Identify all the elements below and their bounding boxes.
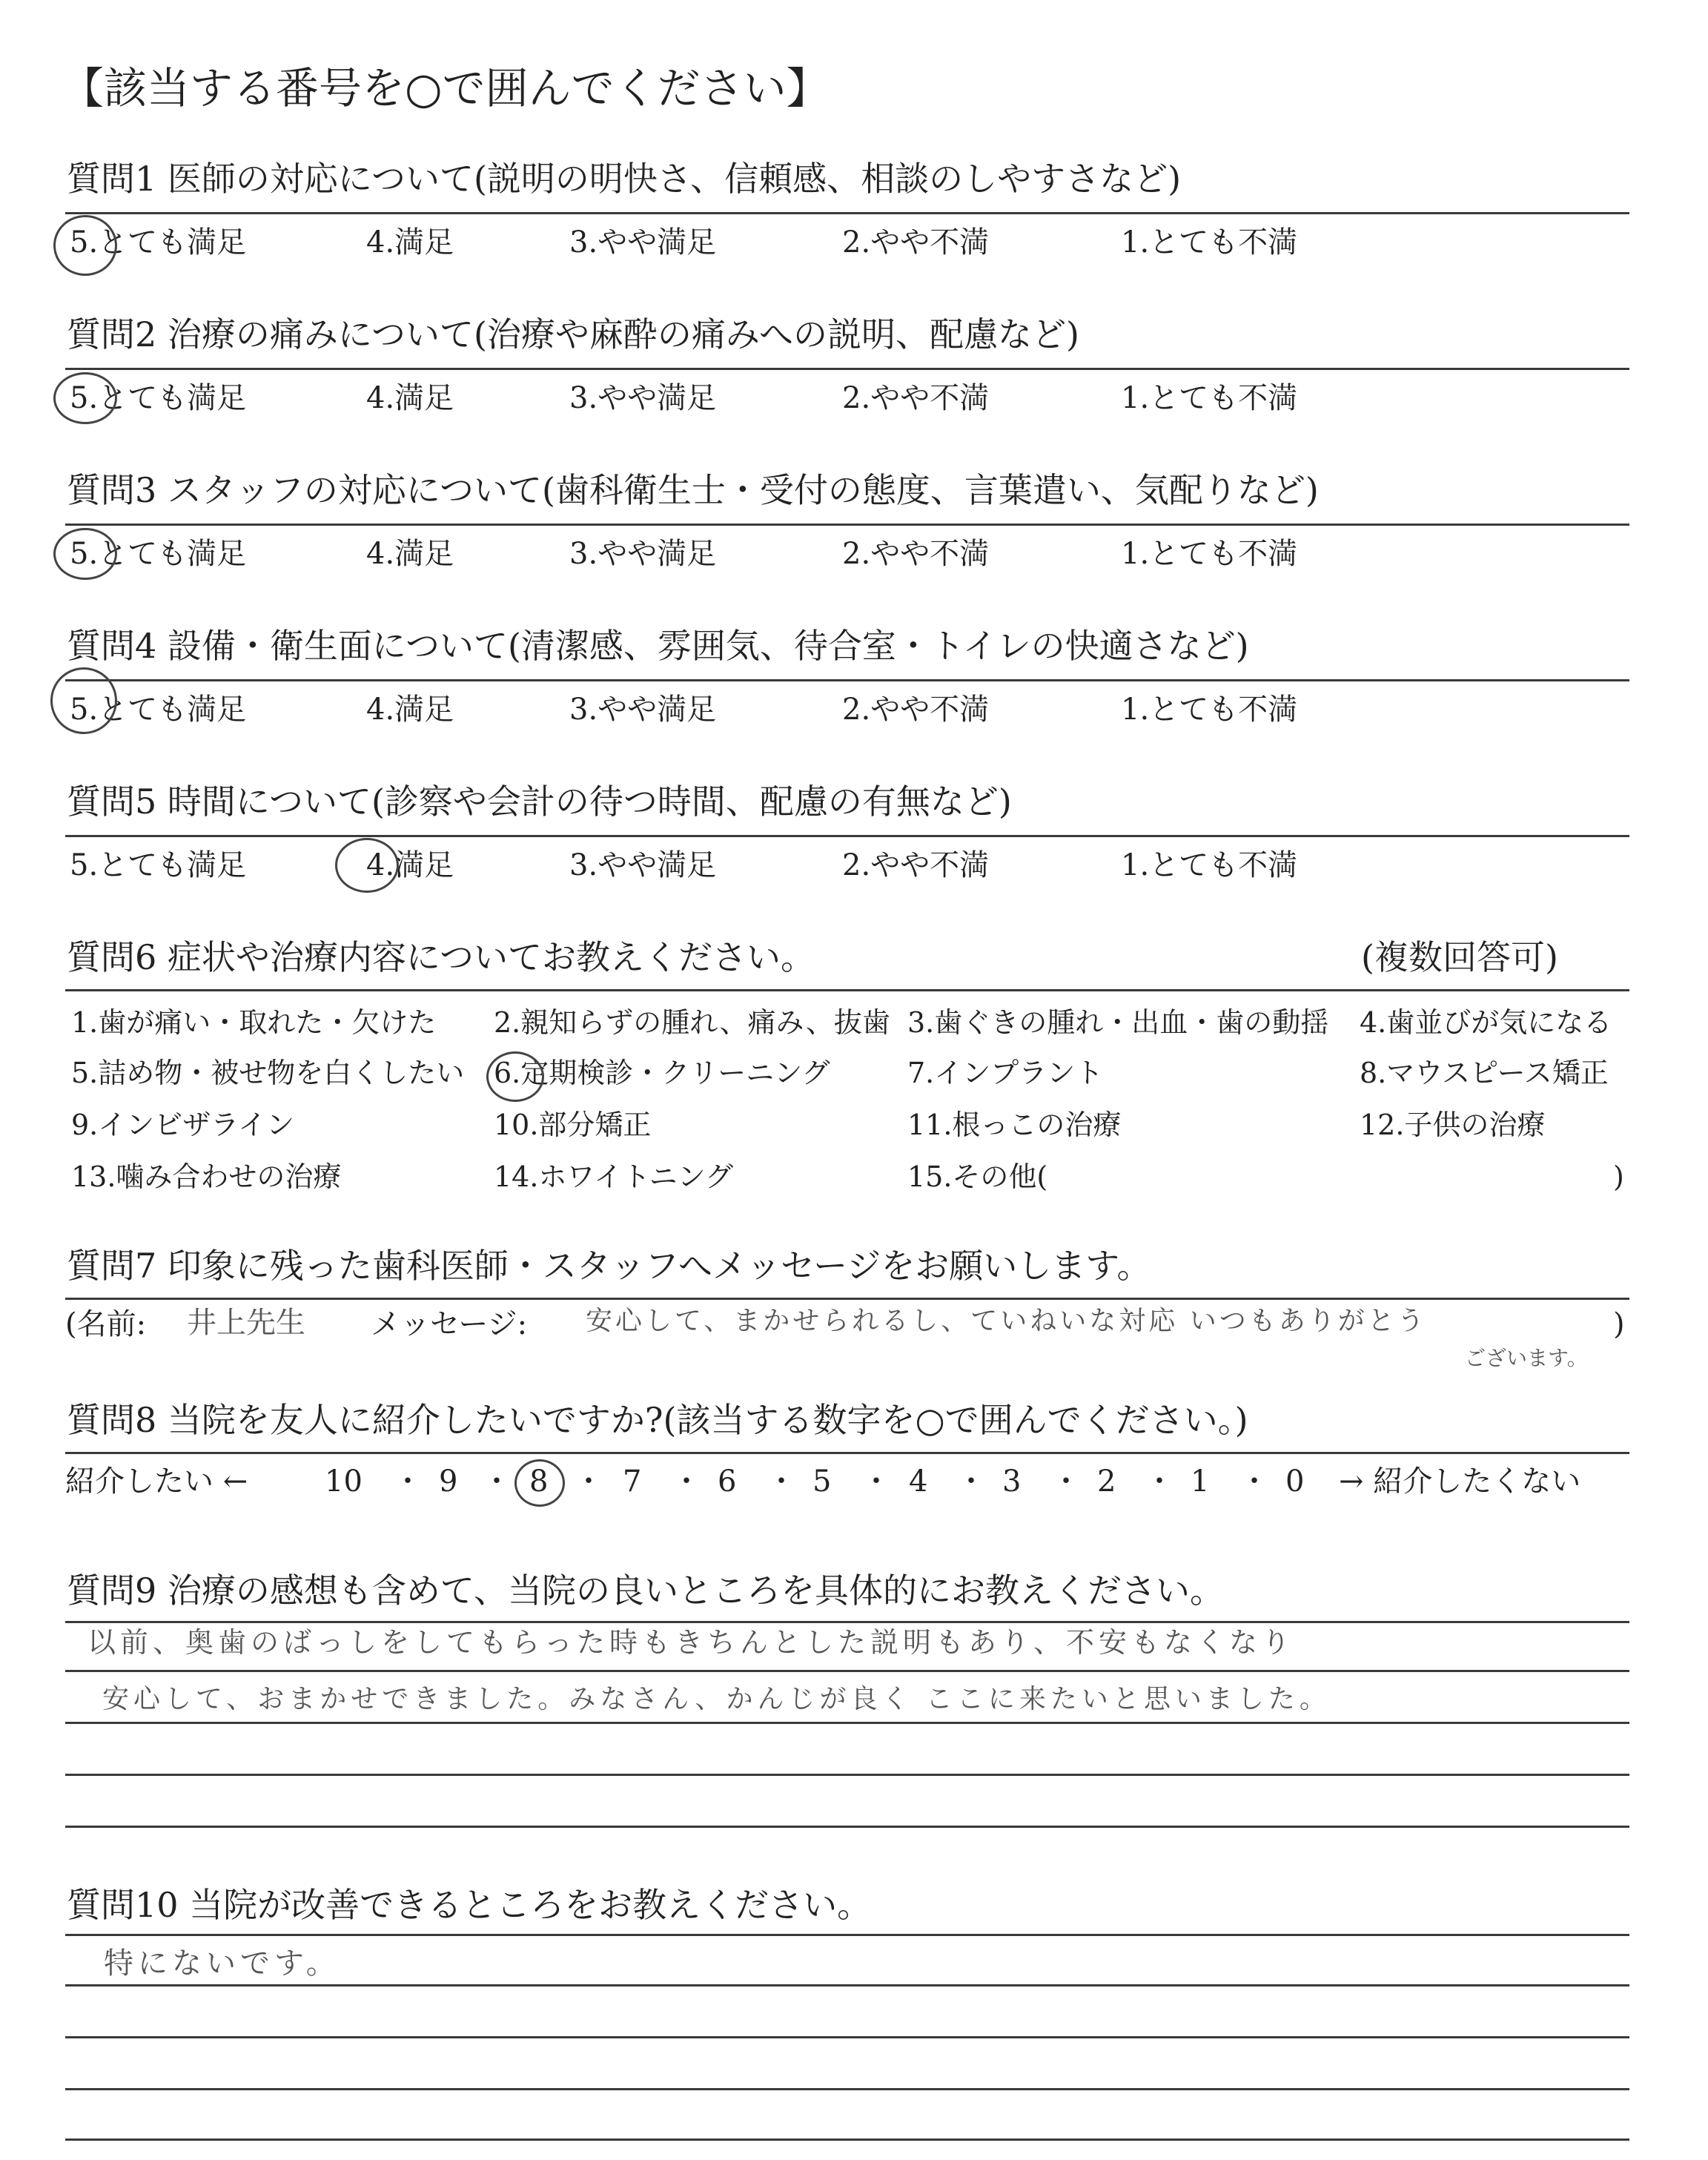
q1-option-3[interactable]: 3.やや満足 [569,225,717,260]
q1-option-4[interactable]: 4.満足 [366,225,454,260]
q8-scale-2[interactable]: 2 [1097,1464,1116,1499]
question-8-title: 質問8 当院を友人に紹介したいですか?(該当する数字を○で囲んでください。) [67,1400,1248,1440]
q8-scale-dot: ・ [672,1464,701,1499]
question-6-note: (複数回答可) [1361,937,1558,977]
q7-close-paren: ) [1613,1307,1625,1341]
q8-scale-6[interactable]: 6 [718,1464,737,1499]
q8-scale-dot: ・ [767,1464,796,1499]
q8-scale-dot: ・ [861,1464,891,1499]
q8-scale-dot: ・ [1239,1464,1269,1499]
q4-option-1[interactable]: 1.とても不満 [1121,693,1298,727]
question-9-rule-1 [65,1621,1629,1623]
q4-option-5[interactable]: 5.とても満足 [70,693,247,727]
q6-item-9[interactable]: 9.インビザライン [71,1109,295,1141]
q4-option-2[interactable]: 2.やや不満 [842,693,990,727]
form-title: 【該当する番号を○で囲んでください】 [61,63,830,113]
question-3-title: 質問3 スタッフの対応について(歯科衛生士・受付の態度、言葉遣い、気配りなど) [67,470,1319,510]
q6-item-10[interactable]: 10.部分矯正 [494,1109,652,1141]
q8-scale-0[interactable]: 0 [1285,1464,1305,1499]
q6-item-12[interactable]: 12.子供の治療 [1360,1109,1546,1141]
q8-scale-1[interactable]: 1 [1191,1464,1210,1499]
question-9-rule-4 [65,1774,1629,1776]
q4-option-3[interactable]: 3.やや満足 [569,693,717,727]
q7-name-value[interactable]: 井上先生 [187,1306,305,1340]
q3-option-1[interactable]: 1.とても不満 [1121,537,1298,571]
q8-scale-4[interactable]: 4 [909,1464,928,1499]
question-10-rule-3 [65,2036,1629,2038]
question-9-rule-5 [65,1826,1629,1828]
question-2-rule [65,368,1629,370]
question-10-rule-4 [65,2088,1629,2090]
q8-left-label: 紹介したい ← [65,1464,248,1499]
q6-selection-circle [486,1051,544,1102]
question-5-rule [65,835,1629,837]
q2-option-3[interactable]: 3.やや満足 [569,381,717,415]
q8-scale-5[interactable]: 5 [812,1464,832,1499]
q3-selection-circle [53,528,117,580]
q8-right-label: → 紹介したくない [1339,1464,1581,1499]
q5-option-5[interactable]: 5.とても満足 [70,848,247,882]
q7-message-label: メッセージ: [371,1307,528,1341]
q9-answer-line-2[interactable]: 安心して、おまかせできました。みなさん、かんじが良く ここに来たいと思いました。 [102,1684,1331,1714]
question-5-title: 質問5 時間について(診察や会計の待つ時間、配慮の有無など) [67,782,1012,822]
q8-selection-circle [514,1459,565,1507]
q6-item-15[interactable]: 15.その他( [907,1160,1048,1193]
q3-option-3[interactable]: 3.やや満足 [569,537,717,571]
q1-selection-circle [53,215,117,276]
q6-item-15-close: ) [1613,1160,1624,1193]
q7-message-value[interactable]: 安心して、まかせられるし、ていねいな対応 いつもありがとう [586,1306,1427,1336]
q3-option-4[interactable]: 4.満足 [366,537,454,571]
q8-scale-3[interactable]: 3 [1002,1464,1022,1499]
question-1-rule [65,212,1629,214]
q9-answer-line-1[interactable]: 以前、奥歯のばっしをしてもらった時もきちんとした説明もあり、不安もなくなり [87,1626,1295,1659]
q5-option-1[interactable]: 1.とても不満 [1121,848,1298,882]
q1-option-5[interactable]: 5.とても満足 [70,225,247,260]
question-4-title: 質問4 設備・衛生面について(清潔感、雰囲気、待合室・トイレの快適さなど) [67,626,1249,666]
q5-selection-circle [335,838,399,893]
q8-scale-dot: ・ [956,1464,986,1499]
q6-item-8[interactable]: 8.マウスピース矯正 [1360,1057,1609,1089]
question-9-title: 質問9 治療の感想も含めて、当院の良いところを具体的にお教えください。 [67,1571,1224,1611]
q8-scale-dot: ・ [1051,1464,1081,1499]
q8-scale-dot: ・ [1145,1464,1174,1499]
q6-item-2[interactable]: 2.親知らずの腫れ、痛み、抜歯 [494,1006,890,1039]
question-10-rule-1 [65,1934,1629,1936]
q2-option-4[interactable]: 4.満足 [366,381,454,415]
q8-scale-7[interactable]: 7 [623,1464,642,1499]
q10-answer[interactable]: 特にないです。 [104,1946,340,1981]
q8-scale-dot: ・ [574,1464,603,1499]
q8-scale-10[interactable]: 10 [325,1464,363,1499]
question-7-rule [65,1298,1629,1300]
q6-item-4[interactable]: 4.歯並びが気になる [1360,1006,1612,1039]
q6-item-7[interactable]: 7.インプラント [907,1057,1104,1089]
q5-option-2[interactable]: 2.やや不満 [842,848,990,882]
question-6-rule [65,989,1629,991]
question-10-title: 質問10 当院が改善できるところをお教えください。 [67,1885,872,1925]
q6-item-6[interactable]: 6.定期検診・クリーニング [494,1057,830,1089]
q8-scale-9[interactable]: 9 [439,1464,458,1499]
q8-scale-8[interactable]: 8 [529,1464,549,1499]
q1-option-2[interactable]: 2.やや不満 [842,225,990,260]
q1-option-1[interactable]: 1.とても不満 [1121,225,1298,260]
question-6-title: 質問6 症状や治療内容についてお教えください。 [67,937,815,977]
q3-option-2[interactable]: 2.やや不満 [842,537,990,571]
q2-option-1[interactable]: 1.とても不満 [1121,381,1298,415]
q5-option-4[interactable]: 4.満足 [366,848,454,882]
q6-item-1[interactable]: 1.歯が痛い・取れた・欠けた [71,1006,437,1039]
q4-option-4[interactable]: 4.満足 [366,693,454,727]
question-3-rule [65,524,1629,526]
q2-selection-circle [53,372,117,424]
question-8-rule [65,1452,1629,1454]
question-9-rule-2 [65,1670,1629,1672]
q4-selection-circle [50,667,117,734]
q6-item-11[interactable]: 11.根っこの治療 [907,1109,1122,1141]
q2-option-5[interactable]: 5.とても満足 [70,381,247,415]
question-7-title: 質問7 印象に残った歯科医師・スタッフへメッセージをお願いします。 [67,1246,1151,1286]
q8-scale-dot: ・ [482,1464,512,1499]
q6-item-3[interactable]: 3.歯ぐきの腫れ・出血・歯の動揺 [907,1006,1329,1039]
q2-option-2[interactable]: 2.やや不満 [842,381,990,415]
q8-scale-dot: ・ [393,1464,423,1499]
question-10-rule-5 [65,2138,1629,2141]
q6-item-5[interactable]: 5.詰め物・被せ物を白くしたい [71,1057,465,1089]
q3-option-5[interactable]: 5.とても満足 [70,537,247,571]
question-4-rule [65,679,1629,681]
question-1-title: 質問1 医師の対応について(説明の明快さ、信頼感、相談のしやすさなど) [67,159,1182,199]
question-2-title: 質問2 治療の痛みについて(治療や麻酔の痛みへの説明、配慮など) [67,314,1079,354]
q7-message-continued[interactable]: ございます。 [1465,1346,1588,1370]
q7-name-label: (名前: [65,1307,147,1341]
q6-item-13[interactable]: 13.噛み合わせの治療 [71,1160,342,1193]
question-9-rule-3 [65,1722,1629,1724]
question-10-rule-2 [65,1984,1629,1986]
q6-item-14[interactable]: 14.ホワイトニング [494,1160,734,1193]
q5-option-3[interactable]: 3.やや満足 [569,848,717,882]
